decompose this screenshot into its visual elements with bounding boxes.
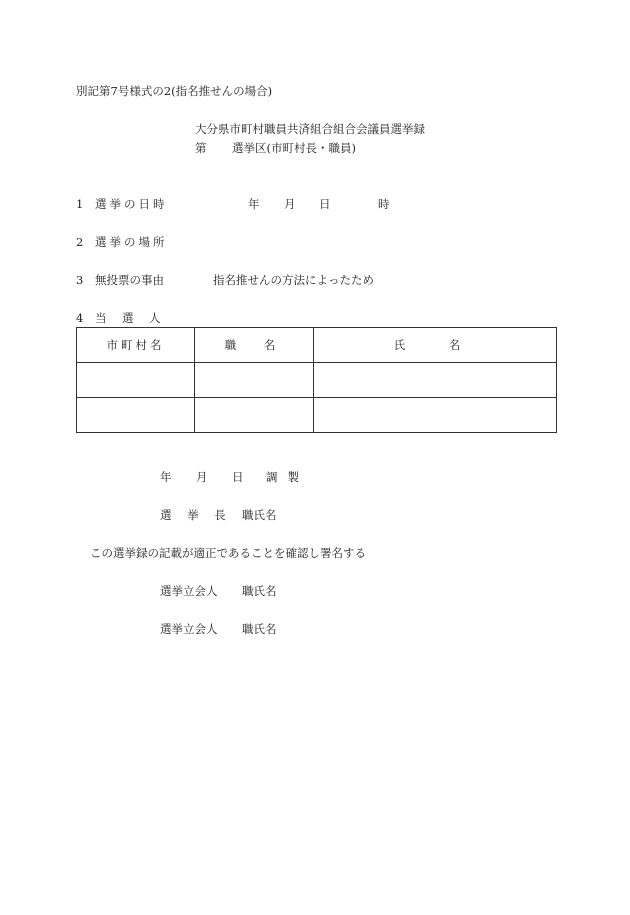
item-3-label: 無投票の事由 — [95, 273, 164, 287]
item-2-number: 2 — [76, 235, 84, 249]
chair-name-label: 職氏名 — [242, 508, 277, 522]
footer-month: 月 — [196, 470, 208, 484]
item-4-number: 4 — [76, 311, 84, 325]
table-cell — [314, 398, 557, 433]
form-number: 別記第7号様式の2(指名推せんの場合) — [76, 84, 273, 98]
item-2-label: 選挙の場所 — [95, 235, 168, 249]
header-name: 氏 名 — [314, 328, 557, 363]
witness-2-name-label: 職氏名 — [242, 622, 277, 636]
witness-1-name-label: 職氏名 — [242, 584, 277, 598]
item-3-value: 指名推せんの方法によったため — [213, 273, 374, 287]
chair-label: 選 挙 長 — [160, 508, 232, 522]
item-4-label: 当 選 人 — [95, 311, 163, 325]
table-cell — [77, 363, 195, 398]
item-1-number: 1 — [76, 197, 84, 211]
item-1-hour: 時 — [378, 197, 390, 211]
item-1-year: 年 — [248, 197, 260, 211]
witness-1-label: 選挙立会人 — [160, 584, 218, 598]
header-position: 職 名 — [195, 328, 314, 363]
footer-year: 年 — [160, 470, 172, 484]
footer-prepared: 調製 — [266, 470, 309, 484]
document-title: 大分県市町村職員共済組合組合会議員選挙録 — [195, 122, 425, 136]
district-suffix: 選挙区(市町村長・職員) — [232, 141, 356, 155]
table-row — [77, 363, 557, 398]
table-cell — [195, 398, 314, 433]
item-3-number: 3 — [76, 273, 84, 287]
item-1-month: 月 — [284, 197, 296, 211]
confirmation-text: この選挙録の記載が適正であることを確認し署名する — [90, 546, 366, 560]
witness-2-label: 選挙立会人 — [160, 622, 218, 636]
elected-table — [76, 327, 557, 433]
table-cell — [314, 363, 557, 398]
header-municipality: 市町村名 — [77, 328, 195, 363]
item-1-day: 日 — [319, 197, 331, 211]
table-cell — [77, 398, 195, 433]
table-header-row — [77, 328, 557, 363]
table-row — [77, 398, 557, 433]
table-cell — [195, 363, 314, 398]
footer-day: 日 — [232, 470, 244, 484]
item-1-label: 選挙の日時 — [95, 197, 168, 211]
district-prefix: 第 — [195, 141, 207, 155]
